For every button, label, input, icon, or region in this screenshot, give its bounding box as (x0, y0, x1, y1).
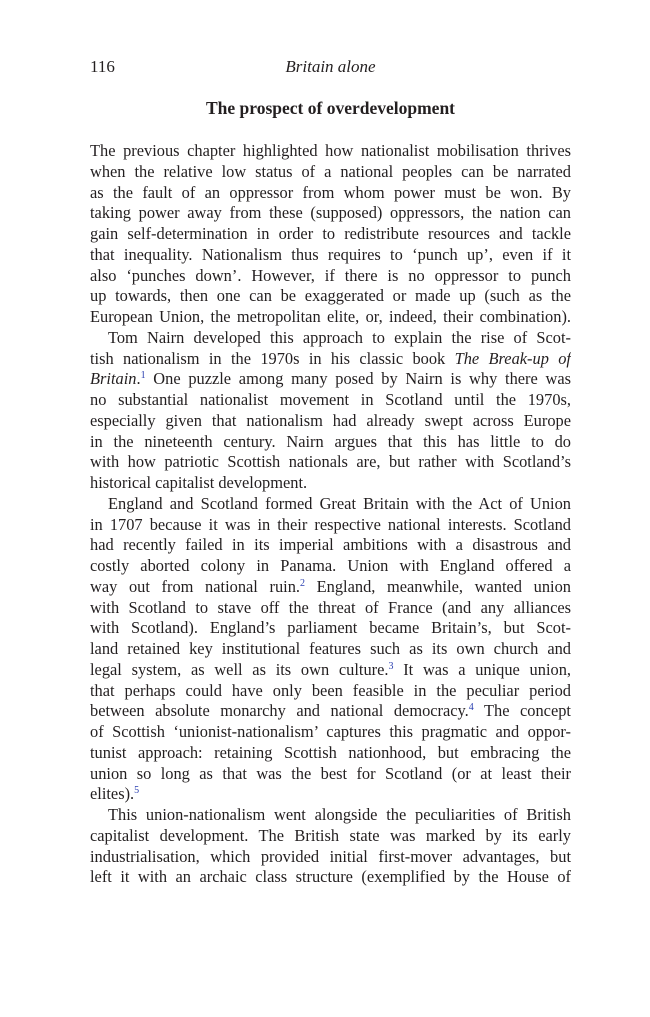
line-text: industrialisation, which provided initial first-mover advantages, but (90, 846, 571, 866)
text-line (90, 224, 571, 245)
line-text: taking power away from these (supposed) oppressors, the nation can (90, 203, 571, 223)
line-text: This union-nationalism went alongside the peculiarities of British (108, 805, 571, 824)
line-text: had recently failed in its imperial ambitions with a disastrous and (90, 535, 571, 555)
text-line (90, 141, 571, 162)
text-line (90, 452, 571, 473)
footnote-marker[interactable]: 3 (388, 660, 394, 672)
running-title: Britain alone (285, 57, 376, 76)
text-line (90, 784, 571, 805)
line-text: The concept (473, 701, 571, 721)
line-text: It was a unique union, (393, 659, 571, 679)
text-line (90, 764, 571, 785)
line-text: when the relative low status of a national peoples can be narrated (90, 161, 571, 181)
line-text: left it with an archaic class structure (exemplified by the House of (90, 867, 571, 887)
line-text: between absolute monarchy and national democracy. (90, 701, 469, 721)
text-line (90, 183, 571, 204)
line-text: . (136, 369, 141, 389)
line-text: gain self-determination in order to redistribute resources and tackle (90, 224, 571, 243)
line-text: with Scotland). England’s parliament became Britain’s, but Scot- (90, 618, 571, 638)
text-line (90, 681, 571, 702)
page-number: 116 (90, 57, 115, 76)
line-text: with how patriotic Scottish nationals are, but rather with Scotland’s (90, 452, 571, 472)
section-heading: The prospect of overdevelopment (205, 98, 456, 118)
line-text: union so long as that was the best for Scotland (or at least their (90, 763, 571, 783)
line-text: tunist approach: retaining Scottish nationhood, but embracing the (90, 742, 571, 762)
text-line (90, 411, 571, 432)
line-text: that perhaps could have only been feasible in the peculiar period (90, 680, 571, 700)
footnote-marker[interactable]: 5 (134, 785, 140, 797)
text-line (90, 390, 571, 411)
text-line (90, 598, 571, 619)
line-text: with Scotland to stave off the threat of France (and any alliances (90, 597, 571, 617)
text-line (90, 535, 571, 556)
line-text: tish nationalism in the 1970s in his classic book (90, 348, 455, 368)
text-line (90, 701, 571, 722)
line-text: as the fault of an oppressor from whom power must be won. By (90, 182, 571, 202)
italic-text: Britain (90, 369, 137, 389)
text-line (90, 494, 571, 515)
text-line (90, 349, 571, 370)
line-text: One puzzle among many posed by Nairn is why there was (145, 369, 571, 389)
text-line (90, 328, 571, 349)
line-text: England and Scotland formed Great Britain with the Act of Union (108, 493, 571, 513)
text-line (90, 162, 571, 183)
text-line (90, 369, 571, 390)
footnote-marker[interactable]: 1 (140, 370, 146, 382)
line-text: especially given that nationalism had already swept across Europe (90, 410, 571, 430)
text-line (90, 266, 571, 287)
running-head (90, 57, 571, 81)
text-line (90, 660, 571, 681)
text-line (90, 432, 571, 453)
line-text: costly aborted colony in Panama. Union with England offered a (90, 556, 571, 575)
text-line (90, 847, 571, 868)
line-text: The previous chapter highlighted how nationalist mobilisation thrives (90, 141, 571, 160)
text-line (90, 307, 571, 328)
line-text: England, meanwhile, wanted union (305, 576, 571, 596)
line-text: European Union, the metropolitan elite, or, indeed, their combination). (90, 307, 571, 326)
line-text: Tom Nairn developed this approach to explain the rise of Scot- (108, 327, 571, 347)
body-text (90, 141, 571, 888)
line-text: legal system, as well as its own culture. (90, 659, 389, 679)
text-line (90, 515, 571, 536)
line-text: of Scottish ‘unionist-nationalism’ captures this pragmatic and oppor- (90, 722, 571, 741)
text-line (90, 286, 571, 307)
line-text: historical capitalist development. (90, 473, 308, 492)
text-line (90, 743, 571, 764)
text-line (90, 826, 571, 847)
footnote-marker[interactable]: 2 (300, 577, 305, 589)
text-line (90, 577, 571, 598)
line-text: in the nineteenth century. Nairn argues that this has little to do (90, 431, 571, 451)
line-text: capitalist development. The British state was marked by its early (90, 825, 571, 845)
line-text: land retained key institutional features such as its own church and (90, 639, 571, 658)
text-line (90, 473, 571, 494)
line-text: in 1707 because it was in their respective national interests. Scotland (90, 514, 571, 534)
text-line (90, 203, 571, 224)
text-line (90, 805, 571, 826)
footnote-marker[interactable]: 4 (468, 702, 474, 714)
line-text: way out from national ruin. (90, 576, 300, 596)
text-line (90, 618, 571, 639)
text-line (90, 245, 571, 266)
text-line (90, 639, 571, 660)
line-text: that inequality. Nationalism thus requires to ‘punch up’, even if it (90, 244, 571, 264)
line-text: up towards, then one can be exaggerated or made up (such as the (90, 286, 571, 306)
text-line (90, 722, 571, 743)
text-line (90, 867, 571, 888)
line-text: no substantial nationalist movement in Scotland until the 1970s, (90, 390, 571, 409)
text-line (90, 556, 571, 577)
italic-text: The Break-up of (454, 348, 571, 368)
line-text: also ‘punches down’. However, if there is no oppressor to punch (90, 265, 571, 285)
line-text: elites). (90, 784, 135, 804)
